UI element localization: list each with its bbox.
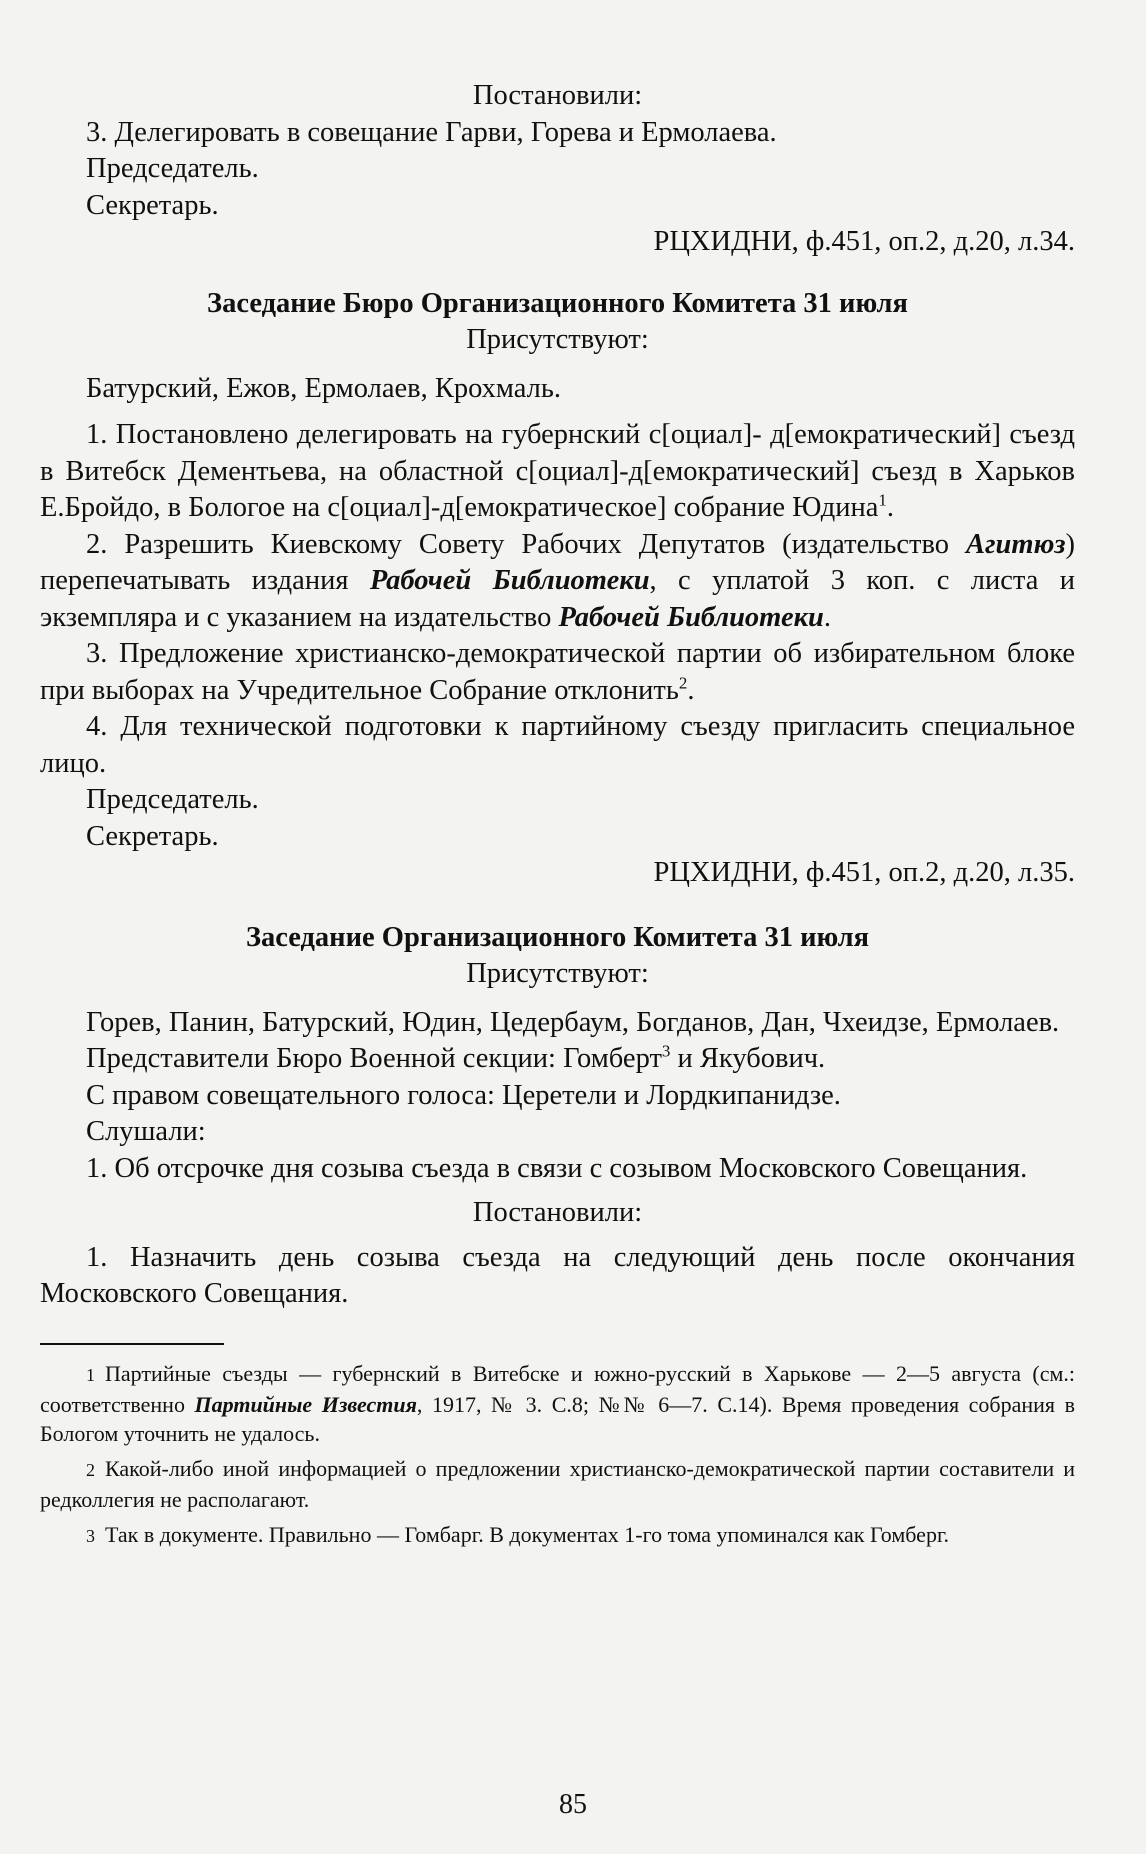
archive-reference: РЦХИДНИ, ф.451, оп.2, д.20, л.34. [653, 226, 1075, 257]
decision-item-2-text: 2. Разрешить Киевскому Совету Рабочих Депутатов (издательство [86, 528, 967, 560]
meeting-title: Заседание Бюро Организационного Комитета 31 июля [207, 287, 908, 319]
heard-item-1: 1. Об отсрочке дня созыва съезда в связи с созывом Московского Совещания. [86, 1152, 1028, 1184]
decision-item-3: 3. Предложение христианско-демократической партии об избирательном блоке при выборах на Учредительное Собрание отклонить$^2$. [40, 638, 1075, 706]
footnote-separator [40, 1343, 224, 1345]
footnote-2 [40, 1454, 1075, 1514]
resolved-item-1: 1. Назначить день созыва съезда на следующий день после окончания Московского Совещания. [40, 1241, 1075, 1309]
decision-item-2 [40, 527, 1075, 637]
footnote-1-number: 1 [86, 1364, 95, 1385]
chairman-label: Председатель. [86, 784, 259, 815]
secretary-label: Секретарь. [86, 189, 219, 221]
decision-item-3-text: 3. Предложение христианско-демократической партии об избирательном блоке при выборах на Учредительное Собрание отклонить [40, 638, 1075, 706]
footnote-ref-1: 1 [878, 490, 887, 510]
footnote-3-text: Так в документе. Правильно — Гомбарг. В документах 1-го тома упоминался как Гомберг. [105, 1521, 949, 1547]
heard-heading: Слушали: [86, 1116, 206, 1147]
document-page [40, 78, 1075, 1551]
decision-item-2-end: . [823, 601, 832, 633]
chairman-label: Председатель. [86, 153, 259, 184]
present-list: Батурский, Ежов, Ермолаев, Крохмаль. [86, 372, 561, 404]
advisory-vote-line: С правом совещательного голоса: Церетели и Лордкипанидзе. [86, 1079, 841, 1111]
library-name-2: Рабочей Библиотеки [558, 601, 824, 633]
meeting-title: Заседание Организационного Комитета 31 июля [245, 921, 870, 953]
decision-item-2-text-c: , с уплатой 3 коп. с листа и экземпляра и с указанием на издательство [40, 565, 1076, 633]
footnote-3 [40, 1520, 1075, 1551]
decision-item-1-text: 1. Постановлено делегировать на губернский с[оциал]- д[емократический] съезд в Витебск Дементьева, на областной с[оциал]-д[емократический] съезд в Харьков Е.Бройдо, в Бологое на с[оциал]-д[емократическое] собрание Юдина [40, 419, 1075, 523]
resolved-heading: Постановили: [472, 80, 643, 111]
footnote-1 [40, 1359, 1075, 1448]
archive-reference: РЦХИДНИ, ф.451, оп.2, д.20, л.35. [653, 857, 1075, 888]
footnote-ref-2: 2 [678, 673, 688, 692]
decision-item-2-text-b: ) перепечатывать издания [40, 528, 1075, 596]
footnote-1-text-b: , 1917, № 3. С.8; №№ 6—7. С.14). Время проведения собрания в Бологом уточнить не удалось. [40, 1391, 1075, 1446]
footnote-1-source: Партийные Известия [194, 1391, 417, 1417]
present-heading: Присутствуют: [466, 958, 649, 989]
footnote-1-text: Партийные съезды — губернский в Витебске и южно-русский в Харькове — 2—5 августа (см.: соответственно [40, 1360, 1075, 1417]
military-section-line [40, 1041, 1075, 1078]
footnote-ref-3: 3 [661, 1041, 671, 1061]
present-list: Горев, Панин, Батурский, Юдин, Цедербаум, Богданов, Дан, Чхеидзе, Ермолаев. [86, 1006, 1060, 1038]
military-section-text-b: и Якубович. [670, 1043, 826, 1074]
page-number: 85 [559, 1789, 587, 1820]
footnote-2-number: 2 [86, 1459, 95, 1480]
footnote-3-number: 3 [86, 1525, 95, 1546]
decision-item-1: 1. Постановлено делегировать на губернский с[оциал]- д[емократический] съезд в Витебск Дементьева, на областной с[оциал]-д[емократический] съезд в Харьков Е.Бройдо, в Бологое на с[оциал]-д[емократическое] собрание Юдина$^1$. [40, 419, 1075, 523]
publisher-name: Агитюз [966, 528, 1066, 560]
military-section-text: Представители Бюро Военной секции: Гомберт [86, 1043, 662, 1074]
library-name: Рабочей Библиотеки [369, 565, 650, 596]
secretary-label: Секретарь. [86, 820, 219, 852]
decision-item-4: 4. Для технической подготовки к партийному съезду пригласить специальное лицо. [40, 711, 1075, 779]
resolution-item-3: 3. Делегировать в совещание Гарви, Горева и Ермолаева. [86, 116, 777, 148]
present-heading: Присутствуют: [466, 324, 649, 355]
resolved-heading: Постановили: [472, 1197, 643, 1228]
footnote-2-text: Какой-либо иной информацией о предложении христианско-демократической партии составители и редколлегия не располагают. [40, 1455, 1075, 1512]
